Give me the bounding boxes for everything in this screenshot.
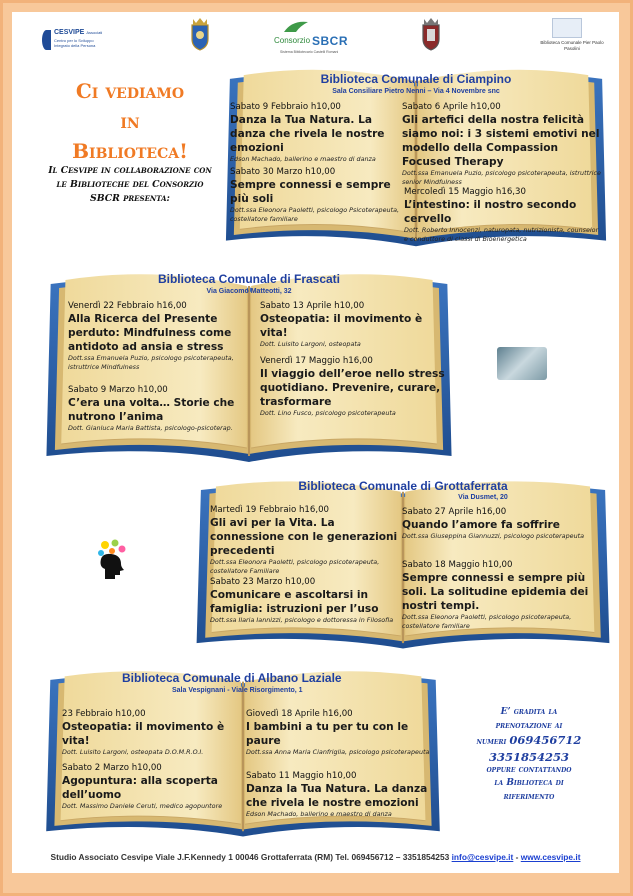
- event-date: Sabato 30 Marzo h10,00: [230, 167, 336, 177]
- event-speaker: Dott. Luisito Largoni, osteopata: [260, 340, 361, 348]
- event-title: C’era una volta… Storie che nutrono l’anima: [68, 397, 235, 423]
- cesvipe-logo-mark: [42, 30, 51, 50]
- event-date: Sabato 27 Aprile h16,00: [402, 507, 507, 517]
- intro-text: Il Cesvipe in collaborazione con le Biblioteche del Consorzio SBCR presenta:: [48, 165, 212, 204]
- event-item: [68, 300, 256, 372]
- event-date: Venerdì 17 Maggio h16,00: [260, 356, 373, 366]
- footer: [12, 852, 619, 862]
- grottaferrata-crest-icon: [421, 17, 441, 51]
- event-speaker: Edson Machado, ballerino e maestro di danza: [230, 155, 376, 163]
- sbcr-logo-name: SBCR: [312, 34, 349, 48]
- event-date: Sabato 9 Febbraio h10,00: [230, 102, 341, 112]
- event-date: Giovedì 18 Aprile h16,00: [246, 709, 353, 719]
- booking-line: E’ gradita la: [500, 707, 558, 717]
- event-title: I bambini a tu per tu con le paure: [246, 721, 409, 747]
- event-date: Sabato 2 Marzo h10,00: [62, 763, 162, 773]
- headline: [40, 76, 220, 166]
- event-date: Sabato 9 Marzo h10,00: [68, 385, 168, 395]
- event-title: Gli artefici della nostra felicità siamo noi: i 3 sistemi emotivi nel modello della Compassion Focused Therapy: [402, 114, 600, 168]
- event-speaker: Dott. Roberto Innocenzi, naturopata, nutrizionista, counselor e conduttore di classi di Bioenergetica: [404, 226, 599, 243]
- library-address: Sala Consiliare Pietro Nenni – Via 4 Novembre snc: [332, 88, 500, 95]
- headline-line: Biblioteca!: [72, 139, 188, 163]
- booking-line: oppure contattando: [486, 764, 572, 775]
- event-title: Alla Ricerca del Presente perduto: Mindfulness come antidoto ad ansia e stress: [68, 313, 232, 353]
- event-speaker: Dott. Gianluca Maria Battista, psicologo-psicoterap.: [68, 424, 233, 432]
- event-speaker: Dott.ssa Giuseppina Giannuzzi, psicologo psicoterapeuta: [402, 532, 585, 540]
- website-link[interactable]: www.cesvipe.it: [520, 852, 581, 862]
- event-speaker: Dott.ssa Anna Maria Cianfriglia, psicologo psicoterapeuta: [246, 748, 430, 756]
- event-title: Comunicare e ascoltarsi in famiglia: istruzioni per l’uso: [210, 589, 379, 615]
- headline-line: in: [120, 109, 140, 133]
- sbcr-leaf-icon: [282, 20, 310, 34]
- headline-line: Ci vediamo: [75, 79, 185, 103]
- booking-line: riferimento: [503, 791, 555, 802]
- head-silhouette-icon: [95, 537, 129, 580]
- library-card-grottaferrata: [188, 474, 618, 652]
- library-title: Biblioteca Comunale di Albano Laziale: [122, 671, 342, 685]
- event-speaker: Dott.ssa Emanuela Puzio, psicologo psicoterapeuta, istruttrice Mindfulness: [68, 354, 234, 371]
- event-item: [62, 708, 242, 757]
- booking-line: la Biblioteca di: [494, 778, 564, 788]
- email-link[interactable]: info@cesvipe.it: [451, 852, 514, 862]
- event-title: Il viaggio dell’eroe nello stress quotidiano. Prevenire, curare, trasformare: [260, 368, 445, 408]
- event-title: Sempre connessi e sempre più soli: [230, 179, 391, 205]
- pasolini-library-logo: [540, 18, 610, 58]
- sbcr-logo: [270, 20, 370, 62]
- pasolini-logo-text: Biblioteca Comunale Pier Paolo Pasolini: [540, 40, 604, 51]
- event-speaker: Dott.ssa Emanuela Puzio, psicologo psicoterapeuta, istruttrice senior Mindfulness: [402, 169, 601, 186]
- event-item: [246, 708, 436, 757]
- event-date: Sabato 11 Maggio h10,00: [246, 771, 357, 781]
- event-speaker: Edson Machado, ballerino e maestro di danza: [246, 810, 392, 818]
- event-title: Osteopatia: il movimento è vita!: [260, 313, 423, 339]
- cesvipe-logo-name: CESVIPE Associati: [54, 29, 103, 36]
- library-address: Via Giacomo Matteotti, 32: [206, 288, 292, 295]
- event-date: Sabato 18 Maggio h10,00: [402, 560, 513, 570]
- event-item: [246, 770, 436, 819]
- booking-info: [455, 706, 603, 804]
- library-title: Biblioteca Comunale di Grottaferrata: [298, 479, 508, 493]
- event-item: [68, 384, 248, 433]
- event-title: Osteopatia: il movimento è vita!: [62, 721, 225, 747]
- phone-number[interactable]: 3351854253: [488, 749, 570, 764]
- library-card-albano: [38, 664, 448, 840]
- library-address: Sala Vespignani - Viale Risorgimento, 1: [172, 687, 303, 694]
- event-title: Gli avi per la Vita. La connessione con le generazioni precedenti: [210, 517, 398, 557]
- booking-phones: [455, 733, 603, 750]
- butterfly-photo: [497, 347, 547, 380]
- event-item: [402, 101, 602, 187]
- library-title: Biblioteca Comunale di Ciampino: [320, 72, 512, 86]
- pasolini-logo-mark: [552, 18, 582, 38]
- event-item: [404, 186, 602, 244]
- event-item: [230, 101, 408, 164]
- cesvipe-logo: [42, 26, 112, 56]
- event-item: [210, 504, 400, 576]
- event-date: Sabato 13 Aprile h10,00: [260, 301, 365, 311]
- event-date: Venerdì 22 Febbraio h16,00: [68, 301, 187, 311]
- event-item: [62, 762, 242, 811]
- event-speaker: Dott.ssa Ilaria Iannizzi, psicologo e dottoressa in Filosofia: [210, 616, 394, 624]
- footer-address: Studio Associato Cesvipe Viale J.F.Kennedy 1 00046 Grottaferrata (RM) Tel. 069456712 – 3351854253: [50, 852, 450, 862]
- cesvipe-logo-tagline: Centro per lo Sviluppo Integrato della Persona: [54, 38, 96, 48]
- event-item: [260, 300, 450, 349]
- ciampino-crest-icon: [190, 17, 210, 51]
- event-item: [402, 506, 606, 541]
- phone-number[interactable]: 069456712: [509, 733, 582, 747]
- event-title: Danza la Tua Natura. La danza che rivela le nostre emozioni: [246, 783, 428, 809]
- event-speaker: Dott.ssa Eleonora Paoletti, psicologo psicoterapeuta, costellatore familiare: [402, 613, 572, 630]
- event-title: Agopuntura: alla scoperta dell’uomo: [62, 775, 218, 801]
- event-item: [210, 576, 400, 625]
- event-date: Sabato 23 Marzo h10,00: [210, 577, 316, 587]
- event-speaker: Dott. Lino Fusco, psicologo psicoterapeuta: [260, 409, 396, 417]
- event-speaker: Dott.ssa Eleonora Paoletti, psicologo psicoterapeuta, costellatore Familiare: [210, 558, 380, 575]
- event-date: Mercoledì 15 Maggio h16,30: [404, 187, 526, 197]
- event-title: Quando l’amore fa soffrire: [402, 519, 560, 531]
- event-speaker: Dott. Luisito Largoni, osteopata D.O.M.R.O.I.: [62, 748, 204, 756]
- event-title: Sempre connessi e sempre più soli. La solitudine epidemia dei nostri tempi.: [402, 572, 589, 612]
- event-item: [402, 559, 606, 631]
- event-date: 23 Febbraio h10,00: [62, 709, 146, 719]
- event-speaker: Dott. Massimo Daniele Ceruti, medico agopuntore: [62, 802, 223, 810]
- event-date: Martedì 19 Febbraio h16,00: [210, 505, 330, 515]
- event-date: Sabato 6 Aprile h10,00: [402, 102, 501, 112]
- library-card-frascati: [38, 266, 460, 466]
- event-item: [230, 166, 402, 224]
- library-card-ciampino: [218, 62, 614, 250]
- footer-separator: -: [513, 852, 521, 862]
- event-title: L’intestino: il nostro secondo cervello: [404, 199, 577, 225]
- library-address: Via Dusmet, 20: [458, 494, 508, 501]
- sbcr-logo-prefix: Consorzio: [274, 36, 311, 45]
- booking-line: prenotazione ai: [495, 720, 563, 731]
- sbcr-logo-tagline: Sistema Bibliotecario Castelli Romani: [280, 50, 339, 54]
- event-title: Danza la Tua Natura. La danza che rivela le nostre emozioni: [230, 114, 385, 154]
- event-item: [260, 355, 450, 418]
- booking-line: numeri: [476, 737, 507, 747]
- library-title: Biblioteca Comunale di Frascati: [157, 272, 341, 286]
- event-speaker: Dott.ssa Eleonora Paoletti, psicologo Psicoterapeuta, costellatore familiare: [230, 206, 400, 223]
